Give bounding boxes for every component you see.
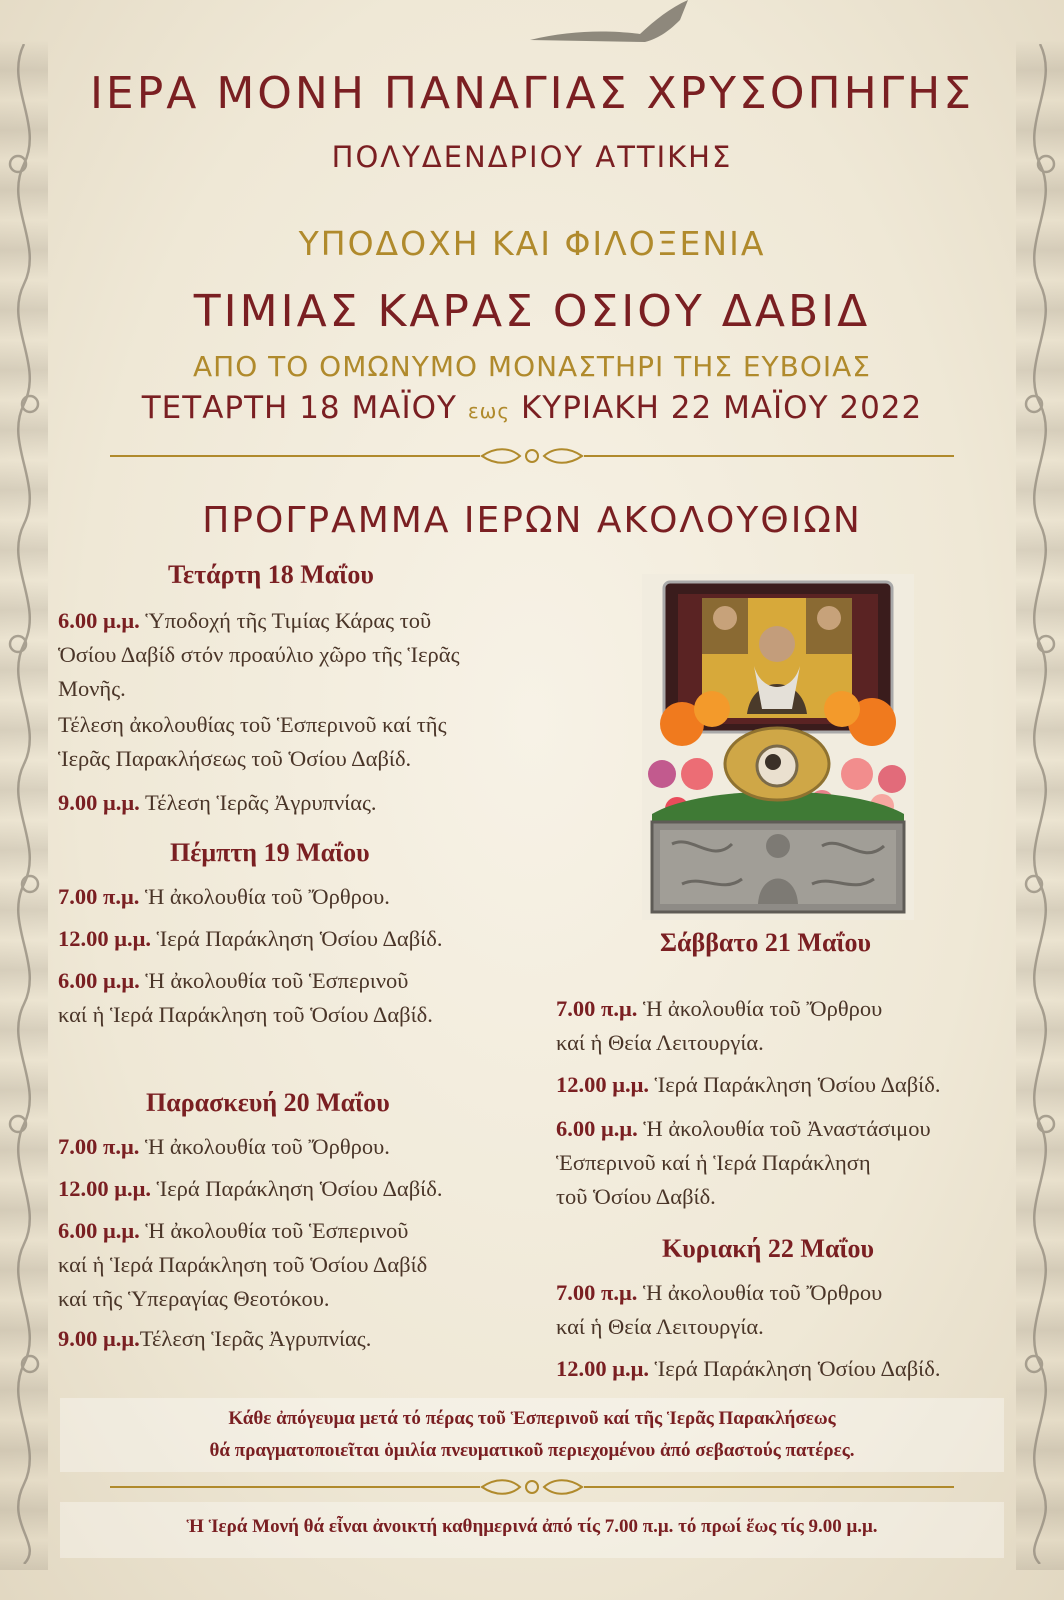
entry-text: Ἱερά Παράκληση Ὁσίου Δαβίδ. [151, 926, 443, 951]
entry-time: 6.00 μ.μ. [556, 1116, 638, 1141]
left-scroll-ornament [4, 44, 44, 1564]
schedule-entry [58, 604, 459, 706]
date-end: ΚΥΡΙΑΚΗ 22 ΜΑΪΟΥ 2022 [520, 390, 923, 426]
program-title: ΠΡΟΓΡΑΜΜΑ ΙΕΡΩΝ ΑΚΟΛΟΥΘΙΩΝ [202, 500, 862, 541]
entry-text: καί ἡ Θεία Λειτουργία. [556, 1030, 764, 1055]
schedule-entry [58, 786, 377, 820]
event-dates [0, 390, 1064, 426]
entry-time: 6.00 μ.μ. [58, 608, 140, 633]
entry-text: Ἱερά Παράκληση Ὁσίου Δαβίδ. [649, 1356, 941, 1381]
relic-origin: ΑΠΟ ΤΟ ΟΜΩΝΥΜΟ ΜΟΝΑΣΤΗΡΙ ΤΗΣ ΕΥΒΟΙΑΣ [192, 350, 872, 383]
schedule-entry [58, 1130, 390, 1164]
right-scroll-ornament [1020, 44, 1060, 1564]
entry-text: Ὁσίου Δαβίδ στόν προαύλιο χῶρο τῆς Ἱερᾶς [58, 642, 460, 667]
entry-time: 7.00 π.μ. [58, 884, 140, 909]
entry-time: 12.00 μ.μ. [556, 1356, 650, 1381]
entry-text: Τέλεση Ἱερᾶς Ἀγρυπνίας. [139, 1326, 372, 1351]
entry-text: Μονῆς. [58, 676, 126, 701]
entry-text: καί ἡ Ἱερά Παράκληση τοῦ Ὁσίου Δαβίδ [58, 1252, 428, 1277]
schedule-entry [556, 1068, 940, 1102]
entry-text: καί τῆς Ὑπεραγίας Θεοτόκου. [58, 1286, 330, 1311]
entry-text: Ἱερᾶς Παρακλήσεως τοῦ Ὁσίου Δαβίδ. [58, 746, 412, 771]
ornamental-divider [110, 447, 954, 465]
monastery-name: ΙΕΡΑ ΜΟΝΗ ΠΑΝΑΓΙΑΣ ΧΡΥΣΟΠΗΓΗΣ [89, 68, 975, 119]
entry-text: καί ἡ Ἱερά Παράκληση τοῦ Ὁσίου Δαβίδ. [58, 1002, 433, 1027]
entry-text: καί ἡ Θεία Λειτουργία. [556, 1314, 764, 1339]
schedule-entry [58, 1172, 442, 1206]
day-title-sunday: Κυριακή 22 Μαΐου [662, 1234, 875, 1263]
monastery-location: ΠΟΛΥΔΕΝΔΡΙΟΥ ΑΤΤΙΚΗΣ [331, 140, 733, 174]
entry-time: 7.00 π.μ. [58, 1134, 140, 1159]
entry-time: 6.00 μ.μ. [58, 968, 140, 993]
day-title-thursday: Πέμπτη 19 Μαΐου [170, 838, 370, 867]
day-title-saturday: Σάββατο 21 Μαΐου [660, 928, 872, 957]
day-title-friday: Παρασκευή 20 Μαΐου [146, 1088, 390, 1117]
entry-text: Ἡ ἀκολουθία τοῦ Ὄρθρου [637, 996, 883, 1021]
sermon-note-line-1: Κάθε ἀπόγευμα μετά τό πέρας τοῦ Ἑσπερινοῦ καί τῆς Ἱερᾶς Παρακλήσεως [228, 1408, 836, 1429]
schedule-entry [58, 1214, 427, 1316]
schedule-entry [58, 880, 390, 914]
ornamental-divider [110, 1478, 954, 1496]
entry-text: Τέλεση ἀκολουθίας τοῦ Ἑσπερινοῦ καί τῆς [58, 712, 447, 737]
entry-text: Ἡ ἀκολουθία τοῦ Ὄρθρου. [139, 884, 390, 909]
entry-time: 9.00 μ.μ. [58, 790, 140, 815]
date-separator: εως [467, 399, 511, 423]
entry-text: Ἱερά Παράκληση Ὁσίου Δαβίδ. [649, 1072, 941, 1097]
entry-time: 12.00 μ.μ. [58, 926, 152, 951]
schedule-entry [58, 964, 433, 1032]
entry-time: 12.00 μ.μ. [556, 1072, 650, 1097]
entry-time: 9.00 μ.μ. [58, 1326, 140, 1351]
relic-heading: ΤΙΜΙΑΣ ΚΑΡΑΣ ΟΣΙΟΥ ΔΑΒΙΔ [193, 286, 871, 337]
entry-text: Ὑποδοχή τῆς Τιμίας Κάρας τοῦ [139, 608, 432, 633]
opening-hours-note: Ἡ Ἱερά Μονή θά εἶναι ἀνοικτή καθημερινά ἀπό τίς 7.00 π.μ. τό πρωί ἕως τίς 9.00 μ.μ. [186, 1516, 878, 1537]
date-start: ΤΕΤΑΡΤΗ 18 ΜΑΪΟΥ [141, 390, 457, 426]
relic-reliquary-photo [642, 574, 914, 920]
schedule-entry [556, 1276, 882, 1344]
entry-text: Ἡ ἀκολουθία τοῦ Ἀναστάσιμου [637, 1116, 931, 1141]
schedule-entry [58, 1322, 371, 1356]
entry-text: τοῦ Ὁσίου Δαβίδ. [556, 1184, 716, 1209]
entry-time: 7.00 π.μ. [556, 1280, 638, 1305]
entry-time: 7.00 π.μ. [556, 996, 638, 1021]
entry-text: Ἡ ἀκολουθία τοῦ Ἑσπερινοῦ [139, 1218, 409, 1243]
reception-heading: ΥΠΟΔΟΧΗ ΚΑΙ ΦΙΛΟΞΕΝΙΑ [298, 224, 766, 263]
schedule-entry [556, 992, 882, 1060]
entry-time: 6.00 μ.μ. [58, 1218, 140, 1243]
entry-time: 12.00 μ.μ. [58, 1176, 152, 1201]
entry-text: Τέλεση Ἱερᾶς Ἀγρυπνίας. [139, 790, 377, 815]
entry-text: Ἱερά Παράκληση Ὁσίου Δαβίδ. [151, 1176, 443, 1201]
day-title-wednesday: Τετάρτη 18 Μαΐου [168, 560, 374, 589]
schedule-entry [58, 708, 446, 776]
schedule-entry [556, 1352, 940, 1386]
entry-text: Ἡ ἀκολουθία τοῦ Ἑσπερινοῦ [139, 968, 409, 993]
entry-text: Ἡ ἀκολουθία τοῦ Ὄρθρου [637, 1280, 883, 1305]
schedule-entry [556, 1112, 931, 1214]
schedule-entry [58, 922, 442, 956]
entry-text: Ἡ ἀκολουθία τοῦ Ὄρθρου. [139, 1134, 390, 1159]
entry-text: Ἑσπερινοῦ καί ἡ Ἱερά Παράκληση [556, 1150, 871, 1175]
dove-silhouette-icon [520, 0, 690, 44]
sermon-note-line-2: θά πραγματοποιεῖται ὁμιλία πνευματικοῦ περιεχομένου ἀπό σεβαστούς πατέρες. [209, 1440, 855, 1461]
